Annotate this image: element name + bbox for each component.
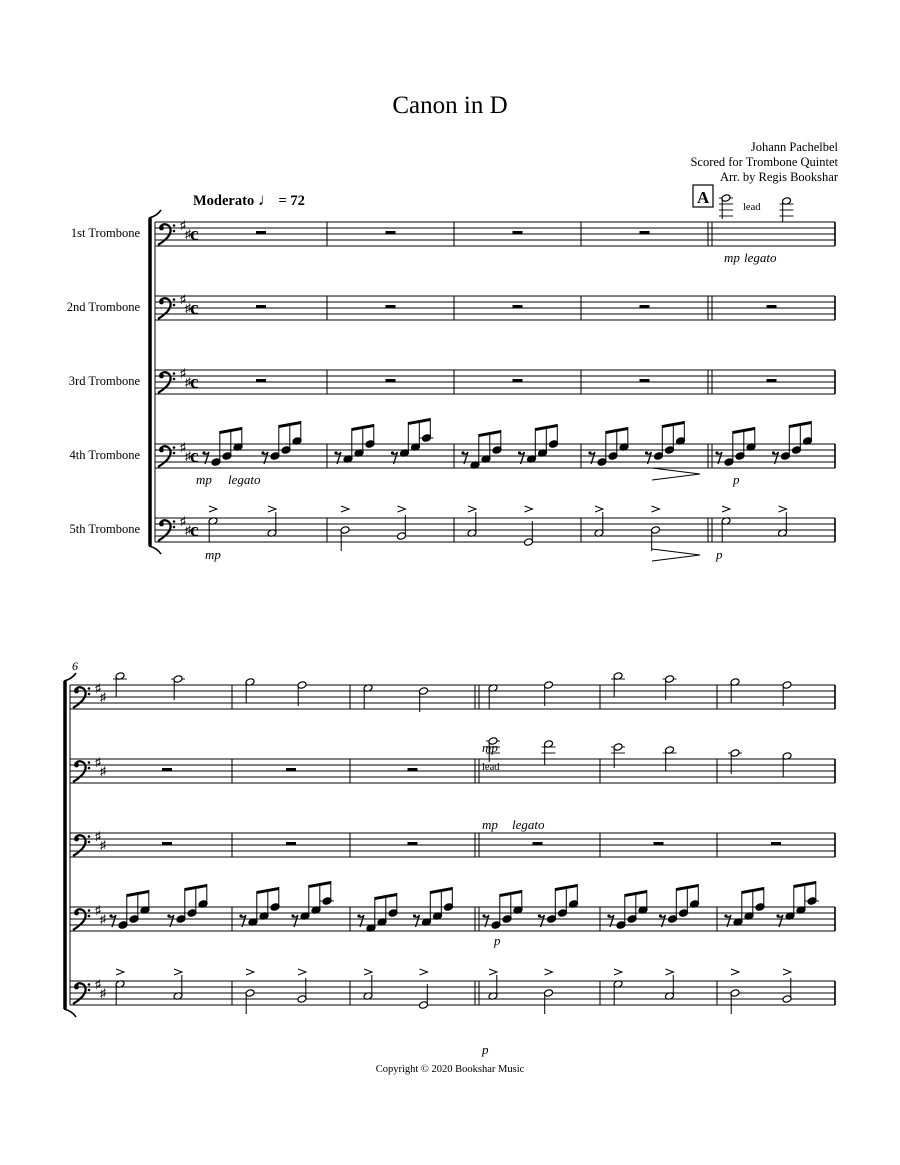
accent-mark: [209, 506, 217, 512]
eighth-rest-dot: [715, 451, 718, 454]
scoring-credit: Scored for Trombone Quintet: [690, 155, 838, 169]
eighth-rest-dot: [202, 451, 205, 454]
accent-mark: [489, 969, 497, 975]
half-rest: [408, 768, 418, 771]
common-time-icon: c: [190, 520, 199, 541]
sharp-icon: ♯: [100, 838, 106, 852]
eighth-rest-dot: [724, 914, 727, 917]
bass-clef-dot: [159, 300, 164, 305]
half-rest: [513, 231, 523, 234]
common-time-icon: c: [190, 446, 199, 467]
bass-clef-dot: [88, 835, 91, 838]
eighth-rest-dot: [538, 914, 541, 917]
eighth-rest-dot: [659, 914, 662, 917]
accent-mark: [666, 969, 674, 975]
bass-clef-dot: [74, 689, 79, 694]
half-rest: [771, 842, 781, 845]
sharp-icon: ♯: [95, 903, 101, 917]
instrument-label-2: 2nd Trombone: [66, 300, 140, 314]
half-rest: [286, 768, 296, 771]
tempo-label: Moderato: [193, 193, 255, 209]
accent-mark: [545, 969, 553, 975]
bass-clef-dot: [88, 989, 91, 992]
bracket-hook: [149, 210, 161, 218]
half-rest: [386, 231, 396, 234]
legato-marking: legato: [744, 250, 777, 265]
half-rest: [256, 231, 266, 234]
half-rest: [767, 379, 777, 382]
eighth-rest-dot: [607, 914, 610, 917]
lead-marking: lead: [482, 762, 500, 773]
common-time-icon: c: [190, 372, 199, 393]
sharp-icon: ♯: [180, 366, 186, 380]
accent-mark: [525, 506, 533, 512]
bass-clef-dot: [88, 915, 91, 918]
half-rest: [533, 842, 543, 845]
eighth-rest-dot: [391, 451, 394, 454]
bass-clef-dot: [88, 687, 91, 690]
sharp-icon: ♯: [185, 449, 191, 463]
sharp-icon: ♯: [180, 218, 186, 232]
composer-credit: Johann Pachelbel: [750, 140, 838, 154]
system-brackets: [64, 210, 161, 1017]
accent-mark: [420, 969, 428, 975]
half-rest: [513, 305, 523, 308]
half-rest: [386, 379, 396, 382]
bass-clef-dot: [74, 911, 79, 916]
eighth-rest-dot: [588, 451, 591, 454]
bass-clef-dot: [173, 526, 176, 529]
sharp-icon: ♯: [180, 292, 186, 306]
half-rest: [386, 305, 396, 308]
bass-clef-dot: [88, 983, 91, 986]
sharp-icon: ♯: [185, 375, 191, 389]
bass-clef-dot: [173, 446, 176, 449]
accent-mark: [614, 969, 622, 975]
common-time-icon: c: [190, 224, 199, 245]
eighth-rest-dot: [518, 451, 521, 454]
half-rest: [256, 379, 266, 382]
dynamic-mp: mp: [482, 740, 498, 755]
bracket-hook: [149, 546, 161, 554]
bass-clef-dot: [173, 452, 176, 455]
sharp-icon: ♯: [100, 764, 106, 778]
half-rest: [408, 842, 418, 845]
dynamic-p: p: [716, 547, 723, 562]
half-rest: [640, 231, 650, 234]
bass-clef-dot: [159, 522, 164, 527]
eighth-rest-dot: [461, 451, 464, 454]
dynamic-mp: mp: [724, 250, 740, 265]
sharp-icon: ♯: [100, 986, 106, 1000]
bass-clef-dot: [74, 985, 79, 990]
accent-mark: [779, 506, 787, 512]
half-rest: [640, 379, 650, 382]
clefs-and-keys: [73, 218, 198, 1004]
legato-marking: legato: [512, 817, 545, 832]
notes: [109, 194, 819, 1014]
half-rest: [256, 305, 266, 308]
dynamic-mp: mp: [196, 472, 212, 487]
sharp-icon: ♯: [180, 514, 186, 528]
bass-clef-dot: [173, 304, 176, 307]
instrument-label-1: 1st Trombone: [70, 226, 140, 240]
accent-mark: [341, 506, 349, 512]
eighth-rest-dot: [109, 914, 112, 917]
sharp-icon: ♯: [185, 227, 191, 241]
bass-clef-dot: [88, 841, 91, 844]
eighth-rest-dot: [261, 451, 264, 454]
rehearsal-mark: A: [697, 188, 710, 207]
sharp-icon: ♯: [95, 977, 101, 991]
bass-clef-dot: [88, 761, 91, 764]
sharp-icon: ♯: [180, 440, 186, 454]
dynamic-p: p: [733, 472, 740, 487]
sharp-icon: ♯: [95, 829, 101, 843]
bass-clef-dot: [159, 448, 164, 453]
bass-clef-dot: [159, 226, 164, 231]
half-rest: [654, 842, 664, 845]
accent-mark: [116, 969, 124, 975]
score-markings: [72, 185, 777, 1057]
bass-clef-dot: [74, 763, 79, 768]
common-time-icon: c: [190, 298, 199, 319]
eighth-rest-dot: [357, 914, 360, 917]
bass-clef-dot: [173, 224, 176, 227]
dynamic-p: p: [494, 933, 501, 948]
bass-clef-dot: [88, 693, 91, 696]
instrument-label-3: 3rd Trombone: [68, 374, 140, 388]
eighth-rest-dot: [413, 914, 416, 917]
bass-clef-dot: [173, 520, 176, 523]
bass-clef-dot: [159, 374, 164, 379]
bass-clef-dot: [88, 767, 91, 770]
sharp-icon: ♯: [100, 690, 106, 704]
dynamic-mp: mp: [482, 817, 498, 832]
sharp-icon: ♯: [185, 301, 191, 315]
sharp-icon: ♯: [100, 912, 106, 926]
eighth-rest-dot: [291, 914, 294, 917]
bass-clef-dot: [173, 298, 176, 301]
legato-marking: legato: [228, 472, 261, 487]
sharp-icon: ♯: [95, 755, 101, 769]
eighth-rest-dot: [482, 914, 485, 917]
accent-mark: [268, 506, 276, 512]
accent-mark: [174, 969, 182, 975]
accent-mark: [468, 506, 476, 512]
half-rest: [162, 768, 172, 771]
eighth-rest-dot: [776, 914, 779, 917]
eighth-rest-dot: [645, 451, 648, 454]
accent-mark: [298, 969, 306, 975]
eighth-rest-dot: [167, 914, 170, 917]
eighth-rest-dot: [239, 914, 242, 917]
instrument-label-4: 4th Trombone: [69, 448, 140, 462]
half-rest: [162, 842, 172, 845]
copyright-notice: Copyright © 2020 Bookshar Music: [375, 1064, 525, 1075]
quarter-note-icon: ♩: [257, 190, 275, 209]
page-title: Canon in D: [392, 92, 508, 119]
half-rest: [513, 379, 523, 382]
bracket-hook: [64, 673, 76, 681]
bass-clef-dot: [88, 909, 91, 912]
bass-clef-dot: [74, 837, 79, 842]
accent-mark: [398, 506, 406, 512]
half-rest: [640, 305, 650, 308]
dynamic-mp: mp: [205, 547, 221, 562]
accent-mark: [595, 506, 603, 512]
sharp-icon: ♯: [95, 681, 101, 695]
dynamic-p: p: [482, 1042, 489, 1057]
instrument-label-5: 5th Trombone: [69, 522, 140, 536]
arranger-credit: Arr. by Regis Bookshar: [719, 170, 838, 184]
bracket-hook: [64, 1009, 76, 1017]
eighth-rest-dot: [334, 451, 337, 454]
bass-clef-dot: [173, 378, 176, 381]
accent-mark: [722, 506, 730, 512]
decrescendo-hairpin: [652, 549, 700, 561]
measure-number: 6: [72, 659, 78, 673]
accent-mark: [783, 969, 791, 975]
bass-clef-dot: [173, 372, 176, 375]
half-rest: [767, 305, 777, 308]
bass-clef-dot: [173, 230, 176, 233]
half-rest: [286, 842, 296, 845]
eighth-rest-dot: [772, 451, 775, 454]
accent-mark: [364, 969, 372, 975]
decrescendo-hairpin: [652, 468, 700, 480]
tempo-value: = 72: [278, 193, 305, 209]
sharp-icon: ♯: [185, 523, 191, 537]
accent-mark: [246, 969, 254, 975]
accent-mark: [652, 506, 660, 512]
lead-marking: lead: [743, 202, 761, 213]
accent-mark: [731, 969, 739, 975]
